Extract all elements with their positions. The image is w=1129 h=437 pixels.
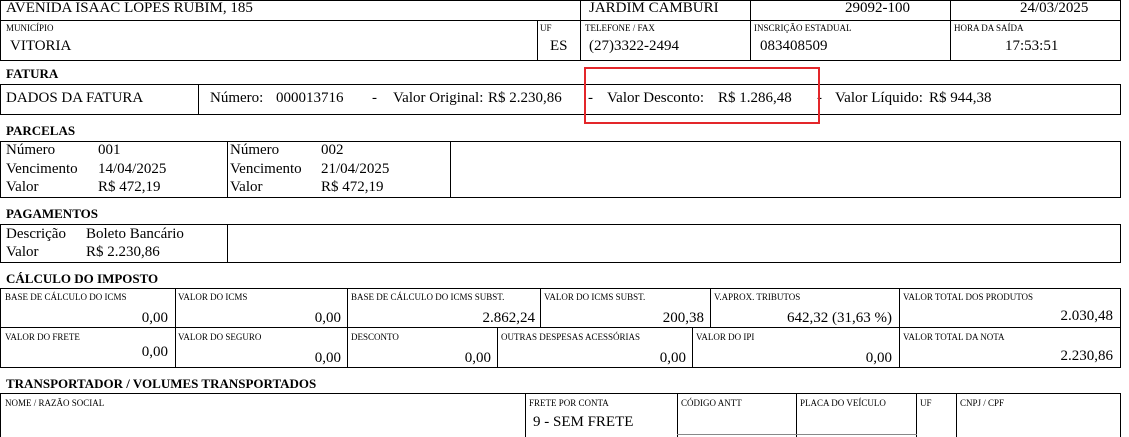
pagamento-valor-value: R$ 2.230,86 [86, 244, 160, 260]
total-produtos-value: 2.030,48 [1060, 308, 1113, 324]
uf-label: UF [540, 23, 552, 33]
divider [450, 141, 451, 198]
divider [0, 327, 1121, 328]
divider [950, 0, 951, 61]
valor-liquido-label: Valor Líquido: [835, 90, 923, 106]
base-icms-subst-label: BASE DE CÁLCULO DO ICMS SUBST. [351, 292, 505, 302]
valor-desconto-value: R$ 1.286,48 [718, 90, 792, 106]
parcelas-box [0, 141, 1121, 198]
cnpj-cpf-label: CNPJ / CPF [960, 398, 1005, 408]
parcela-valor-label: Valor [230, 179, 263, 195]
transportador-section-title: TRANSPORTADOR / VOLUMES TRANSPORTADOS [6, 376, 317, 391]
divider [347, 327, 348, 368]
valor-original-value: R$ 2.230,86 [488, 90, 562, 106]
divider [1120, 0, 1121, 61]
parcelas-section-title: PARCELAS [6, 123, 76, 138]
divider [1120, 393, 1121, 437]
parcela-numero-value: 002 [321, 142, 344, 158]
divider [796, 393, 797, 437]
ipi-value: 0,00 [865, 350, 892, 366]
frete-por-conta-label: FRETE POR CONTA [529, 398, 609, 408]
parcela-valor-value: R$ 472,19 [321, 179, 384, 195]
outras-despesas-label: OUTRAS DESPESAS ACESSÓRIAS [501, 332, 641, 342]
divider [525, 393, 526, 437]
base-icms-subst-value: 2.862,24 [482, 310, 535, 326]
valor-desconto-label: Valor Desconto: [607, 90, 705, 106]
pagamento-valor-label: Valor [6, 244, 39, 260]
pagamento-descricao-label: Descrição [6, 226, 66, 242]
transp-uf-label: UF [920, 398, 932, 408]
divider [0, 393, 1, 437]
divider [692, 327, 693, 368]
codigo-antt-label: CÓDIGO ANTT [681, 398, 742, 408]
valor-icms-subst-label: VALOR DO ICMS SUBST. [544, 292, 646, 302]
divider [175, 327, 176, 368]
divider [750, 0, 751, 61]
separator: - [588, 90, 593, 106]
placa-veiculo-label: PLACA DO VEÍCULO [800, 398, 886, 408]
divider [0, 393, 1121, 394]
divider [537, 20, 538, 61]
municipio-value: VITORIA [10, 38, 72, 54]
frete-por-conta-value: 9 - SEM FRETE [533, 414, 634, 430]
parcela-numero-label: Número [6, 142, 56, 158]
total-nota-label: VALOR TOTAL DA NOTA [903, 332, 1005, 342]
telefone-label: TELEFONE / FAX [585, 23, 655, 33]
valor-icms-subst-value: 200,38 [662, 310, 704, 326]
parcela-valor-value: R$ 472,19 [98, 179, 161, 195]
aprox-tributos-label: V.APROX. TRIBUTOS [714, 292, 801, 302]
fatura-section-title: FATURA [6, 66, 59, 81]
valor-original-label: Valor Original: [393, 90, 484, 106]
nome-razao-label: NOME / RAZÃO SOCIAL [5, 398, 105, 408]
divider [347, 288, 348, 328]
ipi-label: VALOR DO IPI [696, 332, 755, 342]
district: JARDIM CAMBURI [589, 0, 719, 16]
base-icms-value: 0,00 [141, 310, 168, 326]
pagamento-descricao-value: Boleto Bancário [86, 226, 184, 242]
valor-icms-label: VALOR DO ICMS [178, 292, 248, 302]
ie-label: INSCRIÇÃO ESTADUAL [754, 23, 852, 33]
divider [899, 288, 900, 328]
valor-liquido-value: R$ 944,38 [929, 90, 992, 106]
parcela-numero-value: 001 [98, 142, 121, 158]
desconto-label: DESCONTO [351, 332, 399, 342]
cep: 29092-100 [845, 0, 910, 16]
aprox-tributos-value: 642,32 (31,63 %) [787, 310, 892, 326]
divider [497, 327, 498, 368]
hora-label: HORA DA SAÍDA [954, 23, 1024, 33]
divider [175, 288, 176, 328]
seguro-value: 0,00 [314, 350, 341, 366]
divider [0, 0, 1, 61]
separator: - [817, 90, 822, 106]
total-produtos-label: VALOR TOTAL DOS PRODUTOS [903, 292, 1034, 302]
ie-value: 083408509 [760, 38, 828, 54]
imposto-section-title: CÁLCULO DO IMPOSTO [6, 271, 159, 286]
valor-desconto-highlight [584, 67, 820, 124]
divider [916, 393, 917, 437]
divider [677, 434, 917, 435]
parcela-vencimento-label: Vencimento [230, 161, 302, 177]
separator: - [372, 90, 377, 106]
outras-despesas-value: 0,00 [659, 350, 686, 366]
desconto-value: 0,00 [464, 350, 491, 366]
municipio-label: MUNICÍPIO [6, 23, 54, 33]
parcela-numero-label: Número [230, 142, 280, 158]
divider [677, 393, 678, 437]
divider [198, 84, 199, 115]
parcela-valor-label: Valor [6, 179, 39, 195]
divider [0, 20, 1121, 21]
emission-date: 24/03/2025 [1020, 0, 1089, 16]
uf-value: ES [550, 38, 568, 54]
frete-label: VALOR DO FRETE [5, 332, 80, 342]
valor-icms-value: 0,00 [314, 310, 341, 326]
pagamentos-section-title: PAGAMENTOS [6, 206, 98, 221]
parcela-vencimento-value: 21/04/2025 [321, 161, 390, 177]
divider [956, 393, 957, 437]
fatura-numero-label: Número: [210, 90, 264, 106]
dados-fatura-label: DADOS DA FATURA [6, 90, 144, 106]
divider [580, 0, 581, 61]
divider [899, 327, 900, 368]
total-nota-value: 2.230,86 [1060, 348, 1113, 364]
divider [540, 288, 541, 328]
fatura-numero-value: 000013716 [276, 90, 344, 106]
parcela-vencimento-label: Vencimento [6, 161, 78, 177]
base-icms-label: BASE DE CÁLCULO DO ICMS [5, 292, 127, 302]
divider [710, 288, 711, 328]
address: AVENIDA ISAAC LOPES RUBIM, 185 [6, 0, 253, 16]
telefone-value: (27)3322-2494 [589, 38, 679, 54]
hora-value: 17:53:51 [1005, 38, 1059, 54]
divider [227, 224, 228, 263]
divider [227, 141, 228, 198]
frete-value: 0,00 [141, 344, 168, 360]
divider [0, 60, 1121, 61]
parcela-vencimento-value: 14/04/2025 [98, 161, 167, 177]
seguro-label: VALOR DO SEGURO [178, 332, 262, 342]
